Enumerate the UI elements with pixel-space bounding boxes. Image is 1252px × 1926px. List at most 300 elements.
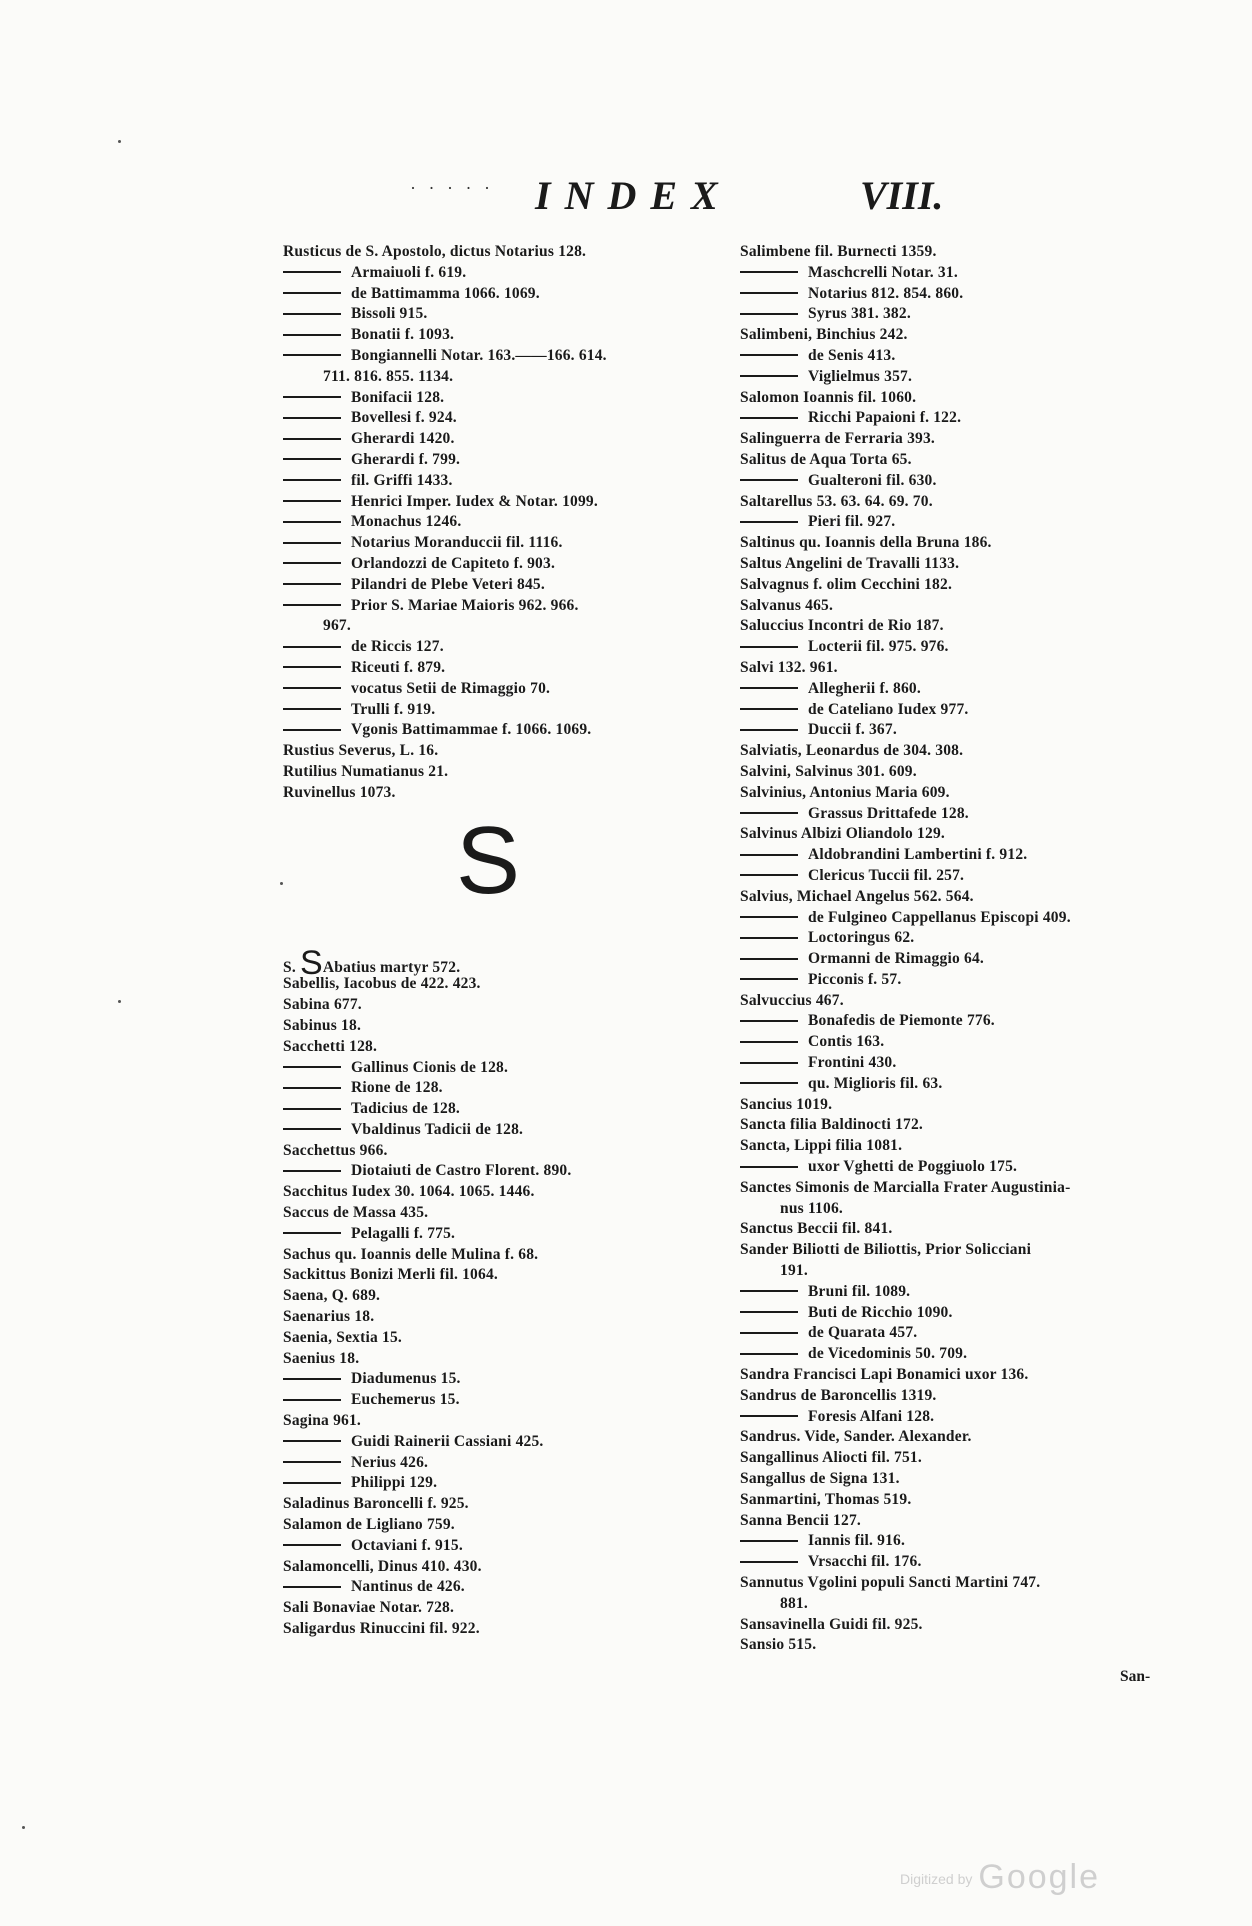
ditto-dash — [283, 1399, 341, 1401]
entry-text: Frontini 430. — [808, 1054, 897, 1072]
entry-text: Pieri fil. 927. — [808, 513, 896, 531]
ditto-dash — [283, 1232, 341, 1234]
entry-text: Guidi Rainerii Cassiani 425. — [351, 1432, 544, 1450]
entry-text: Ormanni de Rimaggio 64. — [808, 950, 984, 968]
entry-text: Rusticus de S. Apostolo, dictus Notarius 128. — [283, 243, 587, 260]
first-entry-text: Abatius martyr 572. — [322, 958, 461, 976]
index-subentry — [283, 1078, 713, 1099]
index-subentry — [740, 1157, 1180, 1178]
entry-text: de Vicedominis 50. 709. — [808, 1345, 968, 1363]
entry-text: Sagina 961. — [283, 1412, 361, 1430]
index-subentry — [740, 284, 1180, 305]
index-entry — [740, 1469, 1180, 1490]
entry-text: Iannis fil. 916. — [808, 1532, 906, 1550]
index-entry — [740, 554, 1180, 575]
left-column — [283, 242, 713, 1640]
first-s-entry — [283, 943, 713, 982]
index-entry — [740, 1448, 1180, 1469]
index-entry — [283, 995, 713, 1016]
ditto-dash — [740, 354, 798, 356]
ditto-dash — [740, 1041, 798, 1043]
index-subentry — [740, 346, 1180, 367]
entry-text: Salinguerra de Ferraria 393. — [740, 430, 936, 448]
entry-text: Ricchi Papaioni f. 122. — [808, 409, 962, 427]
index-subentry — [740, 1552, 1180, 1573]
entry-text: Sabina 677. — [283, 996, 362, 1014]
entry-text: Salvinus Albizi Oliandolo 129. — [740, 825, 945, 843]
index-subentry — [740, 970, 1180, 991]
entry-text: Salvini, Salvinus 301. 609. — [740, 762, 917, 780]
index-entry — [740, 533, 1180, 554]
ditto-dash — [740, 1540, 798, 1542]
index-entry — [283, 1286, 713, 1307]
entry-text: Gallinus Cionis de 128. — [351, 1058, 509, 1076]
entry-text: Sabinus 18. — [283, 1016, 362, 1034]
section-letter: S — [456, 806, 521, 914]
entry-text: Saccus de Massa 435. — [283, 1204, 429, 1222]
entry-text: Orlandozzi de Capiteto f. 903. — [351, 554, 556, 572]
entry-text: Clericus Tuccii fil. 257. — [808, 866, 965, 884]
entry-text: Prior S. Mariae Maioris 962. 966. — [351, 596, 579, 614]
index-entry — [283, 1619, 713, 1640]
index-entry — [740, 429, 1180, 450]
entry-text: Gherardi 1420. — [351, 430, 455, 448]
ditto-dash — [283, 1544, 341, 1546]
ditto-dash — [283, 687, 341, 689]
ditto-dash — [283, 583, 341, 585]
index-entry — [740, 991, 1180, 1012]
ditto-dash — [283, 604, 341, 606]
index-entry-continuation — [740, 1261, 1180, 1282]
entry-text: Tadicius de 128. — [351, 1100, 461, 1118]
index-entry — [283, 783, 713, 804]
right-column — [740, 242, 1180, 1656]
entry-text: Salitus de Aqua Torta 65. — [740, 450, 912, 468]
entry-text: Philippi 129. — [351, 1474, 438, 1492]
index-subentry — [283, 492, 713, 513]
entry-text: Gherardi f. 799. — [351, 450, 461, 468]
entry-text: Sandra Francisci Lapi Bonamici uxor 136. — [740, 1366, 1029, 1384]
entry-text: Sandrus. Vide, Sander. Alexander. — [740, 1428, 972, 1446]
entry-text: Contis 163. — [808, 1033, 885, 1051]
index-entry — [740, 1490, 1180, 1511]
r-entries-list — [283, 242, 713, 804]
ditto-dash — [740, 1353, 798, 1355]
index-entry — [740, 658, 1180, 679]
index-subentry — [740, 263, 1180, 284]
index-entry — [740, 1511, 1180, 1532]
index-entry — [283, 1141, 713, 1162]
ditto-dash — [283, 1482, 341, 1484]
right-entries-list — [740, 242, 1180, 1656]
s-entries-list — [283, 974, 713, 1640]
entry-text: Salomon Ioannis fil. 1060. — [740, 388, 917, 406]
index-subentry — [740, 471, 1180, 492]
ditto-dash — [283, 1170, 341, 1172]
ditto-dash — [283, 562, 341, 564]
index-subentry — [283, 1536, 713, 1557]
entry-text: nus 1106. — [780, 1199, 843, 1217]
ditto-dash — [283, 521, 341, 523]
ditto-dash — [283, 666, 341, 668]
entry-text: de Senis 413. — [808, 346, 896, 364]
index-subentry — [740, 512, 1180, 533]
index-subentry — [740, 367, 1180, 388]
entry-text: 881. — [780, 1594, 808, 1612]
entry-text: Saladinus Baroncelli f. 925. — [283, 1495, 469, 1513]
entry-text: Saltus Angelini de Travalli 1133. — [740, 554, 960, 572]
ditto-dash — [740, 1332, 798, 1334]
index-subentry — [740, 804, 1180, 825]
entry-text: Sanmartini, Thomas 519. — [740, 1490, 912, 1508]
ditto-dash — [740, 958, 798, 960]
entry-text: Sannutus Vgolini populi Sancti Martini 747. — [740, 1574, 1041, 1591]
entry-text: uxor Vghetti de Poggiuolo 175. — [808, 1158, 1018, 1176]
margin-speck — [118, 140, 121, 143]
index-subentry — [283, 1577, 713, 1598]
entry-text: Notarius 812. 854. 860. — [808, 284, 964, 302]
index-entry — [740, 762, 1180, 783]
index-entry-continuation — [740, 1199, 1180, 1220]
index-subentry — [740, 1323, 1180, 1344]
index-subentry — [283, 554, 713, 575]
entry-text: Salimbene fil. Burnecti 1359. — [740, 243, 937, 260]
entry-text: Bongiannelli Notar. 163.——166. 614. — [351, 346, 607, 364]
index-entry — [740, 783, 1180, 804]
entry-text: Bruni fil. 1089. — [808, 1282, 911, 1300]
entry-text: Saenarius 18. — [283, 1308, 375, 1326]
entry-text: Ruvinellus 1073. — [283, 783, 396, 801]
index-entry — [283, 1411, 713, 1432]
ditto-dash — [740, 874, 798, 876]
index-subentry — [283, 1453, 713, 1474]
index-entry-continuation — [740, 1594, 1180, 1615]
index-subentry — [283, 575, 713, 596]
entry-text: de Quarata 457. — [808, 1324, 918, 1342]
entry-text: Pilandri de Plebe Veteri 845. — [351, 575, 545, 593]
entry-text: Locterii fil. 975. 976. — [808, 638, 949, 656]
entry-text: de Fulgineo Cappellanus Episcopi 409. — [808, 908, 1071, 926]
ditto-dash — [740, 1561, 798, 1563]
index-subentry — [283, 346, 713, 367]
entry-text: Armaiuoli f. 619. — [351, 263, 467, 281]
index-entry — [740, 1365, 1180, 1386]
index-subentry — [740, 1011, 1180, 1032]
entry-text: Saenia, Sextia 15. — [283, 1328, 402, 1346]
index-subentry — [740, 866, 1180, 887]
entry-text: Octaviani f. 915. — [351, 1536, 463, 1554]
index-subentry — [740, 1074, 1180, 1095]
entry-text: Nantinus de 426. — [351, 1578, 465, 1596]
index-entry-continuation — [283, 367, 713, 388]
index-subentry — [740, 1282, 1180, 1303]
index-subentry — [283, 429, 713, 450]
drop-cap: S — [299, 943, 323, 982]
ditto-dash — [283, 1066, 341, 1068]
index-subentry — [283, 263, 713, 284]
entry-text: Picconis f. 57. — [808, 970, 902, 988]
entry-text: de Riccis 127. — [351, 638, 444, 656]
index-entry — [283, 1349, 713, 1370]
entry-text: Aldobrandini Lambertini f. 912. — [808, 846, 1028, 864]
index-entry — [740, 575, 1180, 596]
index-subentry — [283, 700, 713, 721]
index-entry — [283, 1328, 713, 1349]
ditto-dash — [283, 1461, 341, 1463]
index-entry — [740, 1240, 1180, 1261]
index-entry — [740, 1386, 1180, 1407]
ditto-dash — [740, 1082, 798, 1084]
entry-text: Bissoli 915. — [351, 305, 428, 323]
ditto-dash — [740, 521, 798, 523]
ditto-dash — [283, 396, 341, 398]
index-subentry — [283, 658, 713, 679]
ditto-dash — [740, 687, 798, 689]
index-entry — [740, 242, 1180, 263]
index-entry — [740, 1136, 1180, 1157]
index-subentry — [283, 637, 713, 658]
entry-text: Salvagnus f. olim Cecchini 182. — [740, 575, 953, 593]
entry-text: Saluccius Incontri de Rio 187. — [740, 617, 944, 635]
index-entry — [740, 388, 1180, 409]
ditto-dash — [740, 1290, 798, 1292]
entry-text: Salviatis, Leonardus de 304. 308. — [740, 742, 964, 760]
digitized-watermark — [900, 1858, 1100, 1897]
ditto-dash — [740, 271, 798, 273]
index-entry — [740, 887, 1180, 908]
index-subentry — [740, 845, 1180, 866]
entry-text: Vrsacchi fil. 176. — [808, 1553, 922, 1571]
index-subentry — [740, 1344, 1180, 1365]
ditto-dash — [283, 292, 341, 294]
index-subentry — [283, 1058, 713, 1079]
ditto-dash — [740, 646, 798, 648]
index-subentry — [283, 1369, 713, 1390]
index-entry — [283, 1265, 713, 1286]
index-subentry — [283, 284, 713, 305]
index-subentry — [740, 1531, 1180, 1552]
index-entry — [740, 450, 1180, 471]
index-subentry — [283, 325, 713, 346]
index-entry — [283, 1245, 713, 1266]
watermark-brand: Google — [978, 1858, 1101, 1896]
ditto-dash — [283, 1087, 341, 1089]
entry-text: Grassus Drittafede 128. — [808, 804, 969, 822]
ditto-dash — [740, 1062, 798, 1064]
entry-text: Bovellesi f. 924. — [351, 409, 457, 427]
entry-text: Bonafedis de Piemonte 776. — [808, 1012, 995, 1030]
entry-text: Duccii f. 367. — [808, 721, 897, 739]
entry-text: Sangallus de Signa 131. — [740, 1470, 900, 1488]
index-entry — [740, 616, 1180, 637]
entry-text: Bonatii f. 1093. — [351, 326, 455, 344]
entry-text: Sanctus Beccii fil. 841. — [740, 1220, 893, 1238]
entry-text: 191. — [780, 1262, 808, 1280]
index-entry — [740, 1178, 1180, 1199]
ditto-dash — [740, 292, 798, 294]
ditto-dash — [740, 1020, 798, 1022]
ditto-dash — [283, 417, 341, 419]
entry-text: vocatus Setii de Rimaggio 70. — [351, 679, 551, 697]
entry-text: de Cateliano Iudex 977. — [808, 700, 969, 718]
page-title: INDEX — [535, 173, 732, 218]
ditto-dash — [283, 458, 341, 460]
index-subentry — [740, 1407, 1180, 1428]
volume-number: VIII. — [860, 173, 944, 218]
watermark-prefix: Digitized by — [900, 1871, 973, 1888]
index-subentry — [283, 1432, 713, 1453]
entry-text: Syrus 381. 382. — [808, 305, 911, 323]
ditto-dash — [283, 271, 341, 273]
entry-text: Henrici Imper. Iudex & Notar. 1099. — [351, 492, 598, 510]
index-subentry — [740, 408, 1180, 429]
entry-text: Sancius 1019. — [740, 1095, 833, 1113]
ditto-dash — [283, 729, 341, 731]
entry-text: Notarius Moranduccii fil. 1116. — [351, 534, 563, 552]
index-subentry — [283, 388, 713, 409]
ditto-dash — [740, 1311, 798, 1313]
entry-text: Monachus 1246. — [351, 513, 462, 531]
ditto-dash — [283, 646, 341, 648]
entry-text: Saltarellus 53. 63. 64. 69. 70. — [740, 492, 933, 510]
index-entry — [283, 1557, 713, 1578]
entry-text: Saltinus qu. Ioannis della Bruna 186. — [740, 534, 992, 552]
entry-text: Saligardus Rinuccini fil. 922. — [283, 1620, 480, 1638]
ditto-dash — [283, 500, 341, 502]
index-entry — [740, 1219, 1180, 1240]
entry-text: Rutilius Numatianus 21. — [283, 762, 449, 780]
entry-text: Salamoncelli, Dinus 410. 430. — [283, 1557, 482, 1575]
index-subentry — [740, 679, 1180, 700]
ditto-dash — [283, 542, 341, 544]
ditto-dash — [740, 479, 798, 481]
entry-text: Salvinius, Antonius Maria 609. — [740, 783, 950, 801]
margin-speck — [280, 882, 283, 885]
entry-text: Gualteroni fil. 630. — [808, 471, 937, 489]
entry-text: Bonifacii 128. — [351, 388, 445, 406]
index-entry — [740, 824, 1180, 845]
index-subentry — [283, 408, 713, 429]
page-header — [400, 172, 960, 224]
header-ornament: · · · · · — [410, 178, 494, 198]
index-entry — [740, 325, 1180, 346]
ditto-dash — [740, 708, 798, 710]
entry-text: Allegherii f. 860. — [808, 679, 921, 697]
index-subentry — [283, 533, 713, 554]
ditto-dash — [283, 438, 341, 440]
entry-text: Sansio 515. — [740, 1636, 817, 1654]
entry-text: Salvi 132. 961. — [740, 658, 838, 676]
entry-text: Sali Bonaviae Notar. 728. — [283, 1599, 455, 1617]
ditto-dash — [740, 375, 798, 377]
entry-text: Foresis Alfani 128. — [808, 1407, 935, 1425]
index-entry — [740, 1635, 1180, 1656]
entry-text: Sancta filia Baldinocti 172. — [740, 1116, 924, 1134]
ditto-dash — [740, 417, 798, 419]
index-subentry — [740, 720, 1180, 741]
index-subentry — [283, 512, 713, 533]
index-subentry — [283, 1473, 713, 1494]
index-entry — [283, 1307, 713, 1328]
entry-text: Sacchitus Iudex 30. 1064. 1065. 1446. — [283, 1183, 535, 1201]
index-entry — [740, 1115, 1180, 1136]
entry-text: Viglielmus 357. — [808, 367, 913, 385]
entry-text: Rione de 128. — [351, 1079, 443, 1097]
entry-text: Sancta, Lippi filia 1081. — [740, 1137, 903, 1155]
index-entry — [283, 1203, 713, 1224]
ditto-dash — [740, 937, 798, 939]
section-letter-block — [283, 804, 713, 954]
entry-text: Buti de Ricchio 1090. — [808, 1303, 953, 1321]
entry-text: Saenius 18. — [283, 1349, 360, 1367]
index-entry — [283, 1182, 713, 1203]
margin-speck — [22, 1826, 25, 1829]
entry-text: Sanna Bencii 127. — [740, 1511, 861, 1529]
index-entry — [283, 762, 713, 783]
entry-text: Loctoringus 62. — [808, 929, 915, 947]
entry-text: Salvuccius 467. — [740, 991, 844, 1009]
entry-text: Salimbeni, Binchius 242. — [740, 326, 908, 344]
index-entry — [740, 1427, 1180, 1448]
index-subentry — [740, 700, 1180, 721]
entry-text: fil. Griffi 1433. — [351, 471, 453, 489]
entry-text: Vbaldinus Tadicii de 128. — [351, 1120, 524, 1138]
entry-text: Sabellis, Iacobus de 422. 423. — [283, 975, 481, 993]
ditto-dash — [283, 1440, 341, 1442]
entry-text: Pelagalli f. 775. — [351, 1224, 456, 1242]
ditto-dash — [740, 729, 798, 731]
entry-text: 967. — [323, 617, 351, 635]
ditto-dash — [740, 1166, 798, 1168]
entry-text: Salvanus 465. — [740, 596, 834, 614]
ditto-dash — [283, 1128, 341, 1130]
ditto-dash — [740, 854, 798, 856]
ditto-dash — [283, 1378, 341, 1380]
ditto-dash — [283, 479, 341, 481]
entry-text: de Battimamma 1066. 1069. — [351, 284, 540, 302]
index-entry — [740, 1573, 1180, 1594]
entry-text: Sachus qu. Ioannis delle Mulina f. 68. — [283, 1245, 539, 1263]
ditto-dash — [283, 334, 341, 336]
index-subentry — [740, 928, 1180, 949]
entry-text: Riceuti f. 879. — [351, 658, 446, 676]
index-entry — [283, 1598, 713, 1619]
ditto-dash — [283, 1586, 341, 1588]
index-subentry — [283, 1224, 713, 1245]
entry-text: Salamon de Ligliano 759. — [283, 1516, 455, 1534]
entry-text: Sanctes Simonis de Marcialla Frater Augustinia- — [740, 1178, 1071, 1196]
index-subentry — [740, 1053, 1180, 1074]
entry-text: Trulli f. 919. — [351, 700, 436, 718]
index-entry — [740, 492, 1180, 513]
index-entry — [283, 1515, 713, 1536]
entry-text: Sackittus Bonizi Merli fil. 1064. — [283, 1266, 498, 1284]
index-subentry — [740, 304, 1180, 325]
index-subentry — [740, 637, 1180, 658]
entry-text: Sangallinus Aliocti fil. 751. — [740, 1449, 922, 1467]
entry-text: Nerius 426. — [351, 1453, 429, 1471]
index-subentry — [283, 1120, 713, 1141]
index-entry — [740, 1095, 1180, 1116]
index-subentry — [283, 450, 713, 471]
ditto-dash — [283, 354, 341, 356]
entry-text: Maschcrelli Notar. 31. — [808, 263, 958, 281]
ditto-dash — [740, 812, 798, 814]
entry-text: Rustius Severus, L. 16. — [283, 742, 439, 760]
index-subentry — [740, 1032, 1180, 1053]
index-entry — [283, 1037, 713, 1058]
ditto-dash — [740, 313, 798, 315]
